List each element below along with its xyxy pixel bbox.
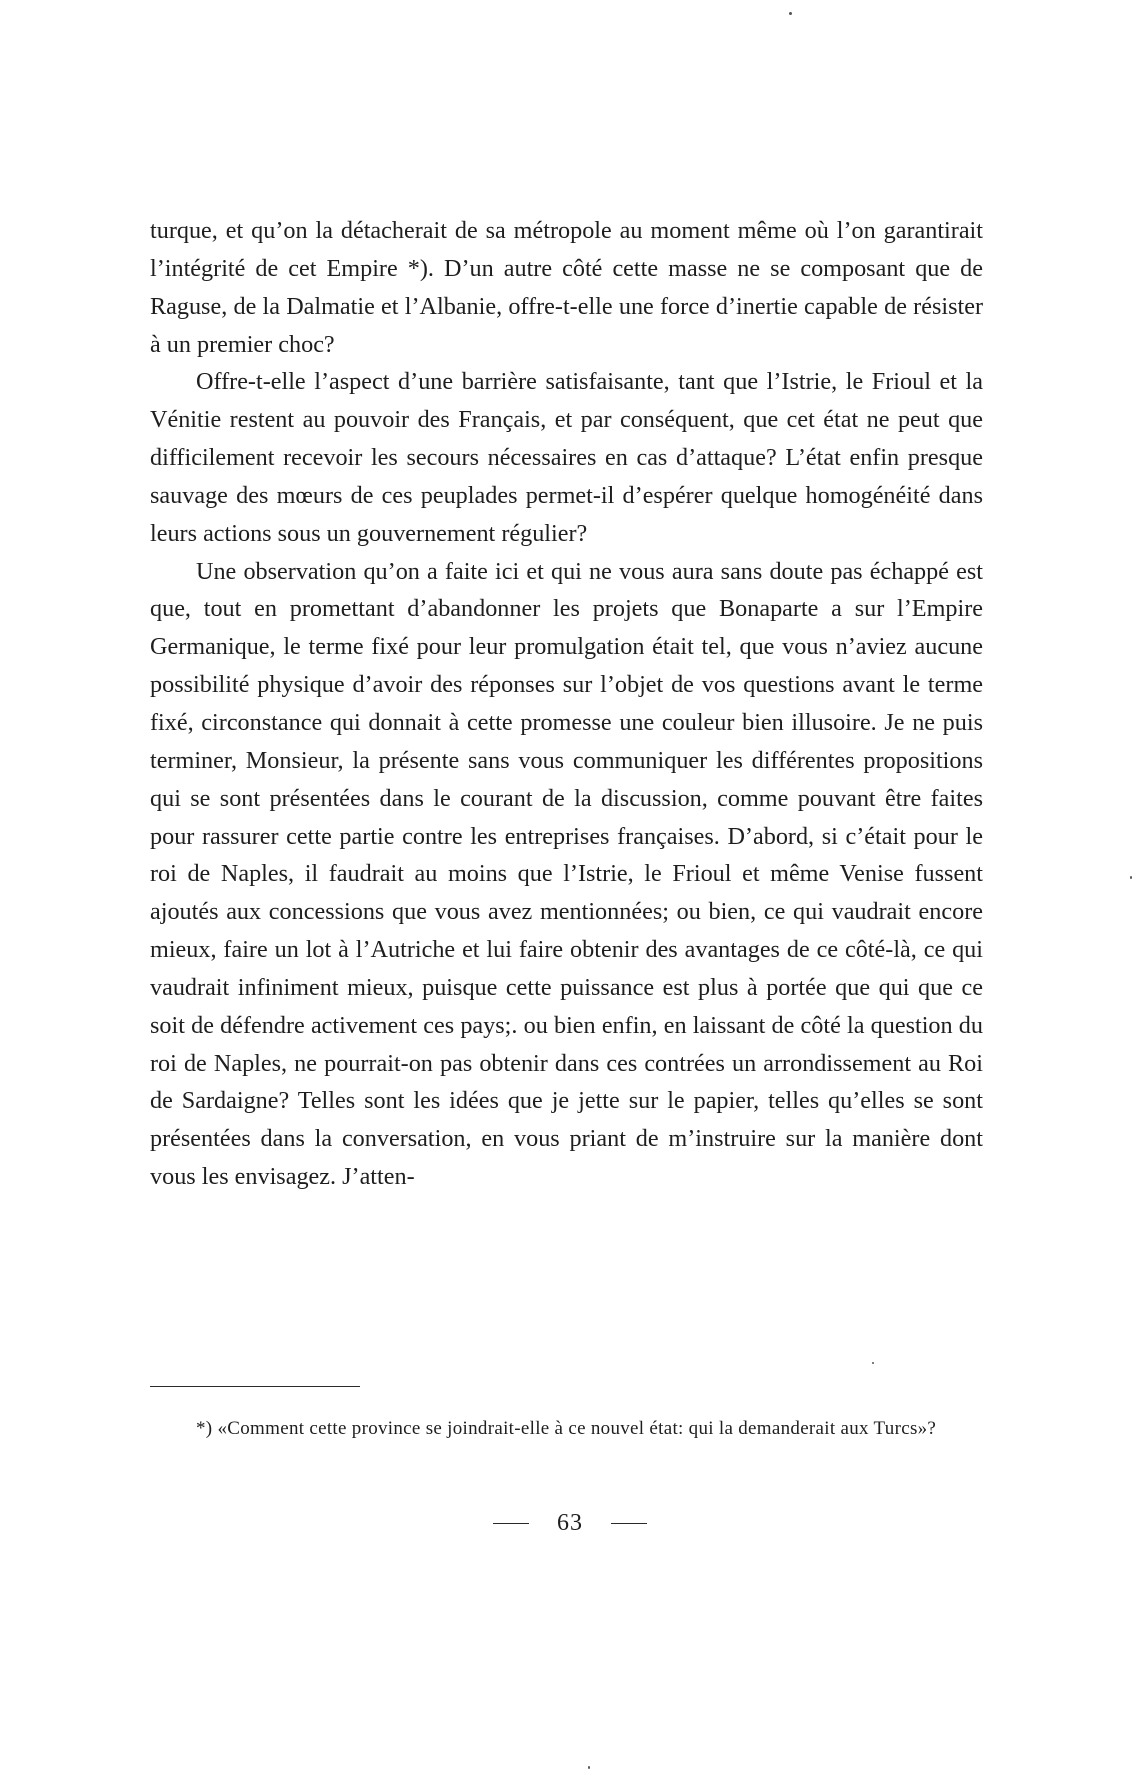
footnote: *) «Comment cette province se joindrait-elle à ce nouvel état: qui la demanderait aux Turcs»? bbox=[196, 1418, 937, 1439]
scan-speck bbox=[588, 1766, 590, 1769]
scan-speck bbox=[789, 12, 792, 15]
footnote-separator bbox=[150, 1386, 360, 1387]
scan-speck bbox=[1130, 876, 1132, 879]
main-text bbox=[150, 212, 983, 1196]
paragraph-1: turque, et qu’on la détacherait de sa métropole au moment même où l’on garantirait l’intégrité de cet Empire *). D’un autre côté cette masse ne se composant que de Raguse, de la Dalmatie et l’Albanie, offre-t-elle une force d’inertie capable de résister à un premier choc? bbox=[150, 217, 983, 358]
page-number-left-dash bbox=[493, 1523, 529, 1524]
paragraph-2: Offre-t-elle l’aspect d’une barrière satisfaisante, tant que l’Istrie, le Frioul et la Vénitie restent au pouvoir des Français, et par conséquent, que cet état ne peut que difficilement recevoir les secours nécessaires en cas d’attaque? L’état enfin presque sauvage des mœurs de ces peuplades permet-il d’espérer quelque homogénéité dans leurs actions sous un gouvernement régulier? bbox=[150, 368, 983, 547]
scan-speck bbox=[872, 1362, 874, 1364]
page-footer bbox=[0, 1507, 1140, 1538]
page-number: 63 bbox=[557, 1510, 583, 1537]
paragraph-3: Une observation qu’on a faite ici et qui ne vous aura sans doute pas échappé est que, tout en promettant d’abandonner les projets que Bonaparte a sur l’Empire Germanique, le terme fixé pour leur promulgation était tel, que vous n’aviez aucune possibilité physique d’avoir des réponses sur l’objet de vos questions avant le terme fixé, circonstance qui donnait à cette promesse une couleur bien illusoire. Je ne puis terminer, Monsieur, la présente sans vous communiquer les différentes propositions qui se sont présentées dans le courant de la discussion, comme pouvant être faites pour rassurer cette partie contre les entreprises françaises. D’abord, si c’était pour le roi de Naples, il faudrait au moins que l’Istrie, le Frioul et même Venise fussent ajoutés aux concessions que vous avez mentionnées; ou bien, ce qui vaudrait encore mieux, faire un lot à l’Autriche et lui faire obtenir des avantages de ce côté-là, ce qui vaudrait infiniment mieux, puisque cette puissance est plus à portée que qui que ce soit de défendre activement ces pays;. ou bien enfin, en laissant de côté la question du roi de Naples, ne pourrait-on pas obtenir dans ces contrées un arrondissement au Roi de Sardaigne? Telles sont les idées que je jette sur le papier, telles qu’elles se sont présentées dans la conversation, en vous priant de m’instruire sur la manière dont vous les envisagez. J’atten- bbox=[150, 557, 983, 1191]
page-number-right-dash bbox=[611, 1523, 647, 1524]
